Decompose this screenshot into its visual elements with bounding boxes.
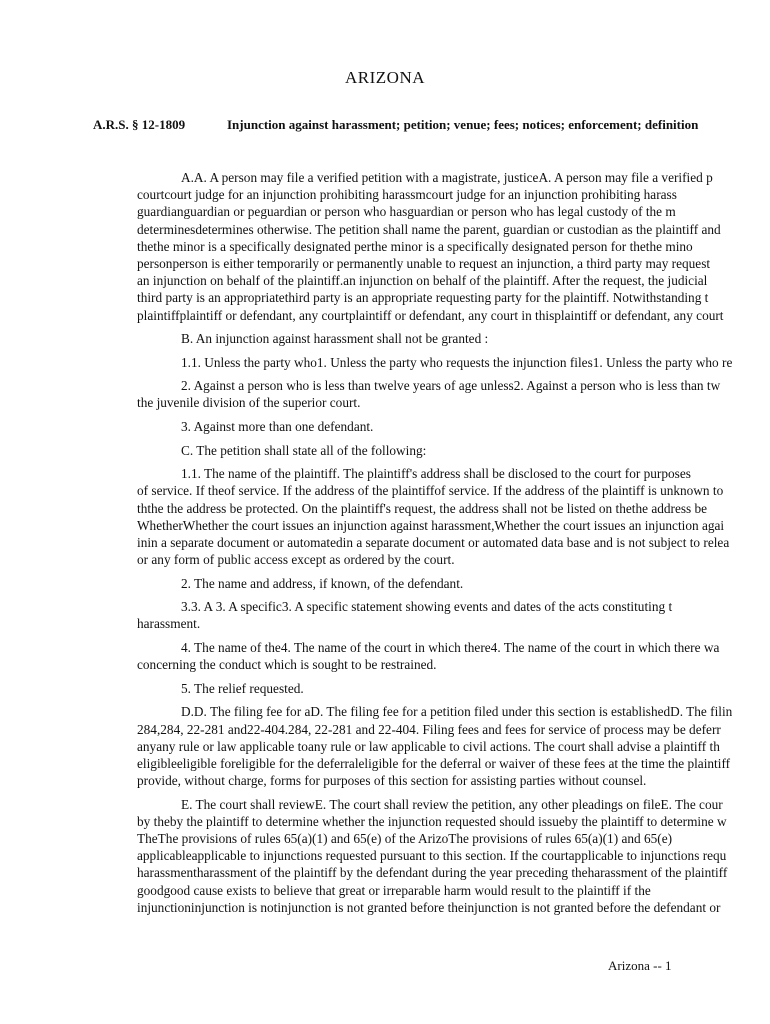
text-line: WhetherWhether the court issues an injunction against harassment,Whether the court issues an injunction agai: [137, 517, 725, 533]
text-line: the juvenile division of the superior court.: [137, 395, 361, 411]
text-line: guardianguardian or peguardian or person who hasguardian or person who has legal custody of the m: [137, 204, 676, 220]
text-line: 284,284, 22-281 and22-404.284, 22-281 and 22-404. Filing fees and fees for service of process may be deferr: [137, 721, 721, 737]
text-line: 2. Against a person who is less than twelve years of age unless2. Against a person who is less than tw: [181, 378, 721, 394]
text-line: 1.1. Unless the party who1. Unless the party who requests the injunction files1. Unless the party who re: [181, 354, 733, 370]
text-line: personperson is either temporarily or permanently unable to request an injunction, a third party may request: [137, 255, 711, 271]
text-line: third party is an appropriatethird party is an appropriate requesting party for the plaintiff. Notwithstanding t: [137, 290, 709, 306]
text-line: 3.3. A 3. A specific3. A specific statement showing events and dates of the acts constituting t: [181, 599, 673, 615]
text-line: ththe the address be protected. On the plaintiff's request, the address shall not be listed on thethe address be: [137, 500, 708, 516]
text-line: A.A. A person may file a verified petition with a magistrate, justiceA. A person may file a verified p: [181, 170, 713, 185]
text-line: TheThe provisions of rules 65(a)(1) and 65(e) of the ArizoThe provisions of rules 65(a)(1) and 65(e): [137, 831, 673, 847]
text-line: C. The petition shall state all of the following:: [181, 442, 427, 458]
text-line: goodgood cause exists to believe that great or irreparable harm would result to the plaintiff if the: [137, 882, 651, 898]
text-line: inin a separate document or automatedin a separate document or automated data base and is not subject to relea: [137, 534, 730, 550]
statute-citation: A.R.S. § 12-1809: [93, 117, 186, 132]
text-line: applicableapplicable to injunctions requested pursuant to this section. If the courtapplicable to injunctions requ: [137, 848, 727, 864]
text-line: 1.1. The name of the plaintiff. The plaintiff's address shall be disclosed to the court for purposes: [181, 466, 691, 482]
text-line: 2. The name and address, if known, of the defendant.: [181, 575, 464, 591]
text-line: an injunction on behalf of the plaintiff.an injunction on behalf of the plaintiff. After the request, the judicial: [137, 273, 708, 289]
text-line: provide, without charge, forms for purposes of this section for assisting parties without counsel.: [137, 773, 647, 789]
text-line: eligibleeligible foreligible for the deferraleligible for the deferral or waiver of these fees at the time the plaintiff: [137, 755, 731, 771]
text-line: harassment.: [137, 616, 201, 632]
text-line: thethe minor is a specifically designated perthe minor is a specifically designated person for thethe mino: [137, 238, 693, 254]
text-line: E. The court shall reviewE. The court shall review the petition, any other pleadings on fileE. The cour: [181, 796, 723, 812]
text-line: concerning the conduct which is sought to be restrained.: [137, 657, 437, 673]
text-line: harassmentharassment of the plaintiff by the defendant during the year preceding theharassment of the plaintiff: [137, 865, 728, 881]
text-line: injunctioninjunction is notinjunction is not granted before theinjunction is not granted before the defendant or: [137, 899, 721, 915]
statute-body: [137, 169, 770, 916]
text-line: D.D. The filing fee for aD. The filing fee for a petition filed under this section is establishedD. The filin: [181, 704, 733, 720]
text-line: 3. Against more than one defendant.: [181, 419, 374, 434]
text-line: anyany rule or law applicable toany rule or law applicable to civil actions. The court shall advise a plaintiff th: [137, 738, 720, 754]
text-line: courtcourt judge for an injunction prohibiting harassmcourt judge for an injunction prohibiting harass: [137, 187, 677, 203]
text-line: determinesdetermines otherwise. The petition shall name the parent, guardian or custodian as the plaintiff and: [137, 221, 721, 237]
text-line: 4. The name of the4. The name of the court in which there4. The name of the court in which there wa: [181, 640, 720, 656]
page-title: ARIZONA: [345, 68, 425, 87]
text-line: of service. If theof service. If the address of the plaintiffof service. If the address of the plaintiff is unknown to: [137, 483, 724, 499]
text-line: B. An injunction against harassment shall not be granted :: [181, 331, 489, 347]
text-line: 5. The relief requested.: [181, 680, 304, 696]
text-line: plaintiffplaintiff or defendant, any courtplaintiff or defendant, any court in thisplaintiff or defendant, any court: [137, 307, 724, 323]
text-line: by theby the plaintiff to determine whether the injunction requested should issueby the plaintiff to determine w: [137, 813, 727, 829]
page-footer: Arizona -- 1: [608, 958, 672, 973]
text-line: or any form of public access except as ordered by the court.: [137, 552, 455, 568]
section-title: Injunction against harassment; petition; venue; fees; notices; enforcement; definition: [227, 117, 699, 132]
